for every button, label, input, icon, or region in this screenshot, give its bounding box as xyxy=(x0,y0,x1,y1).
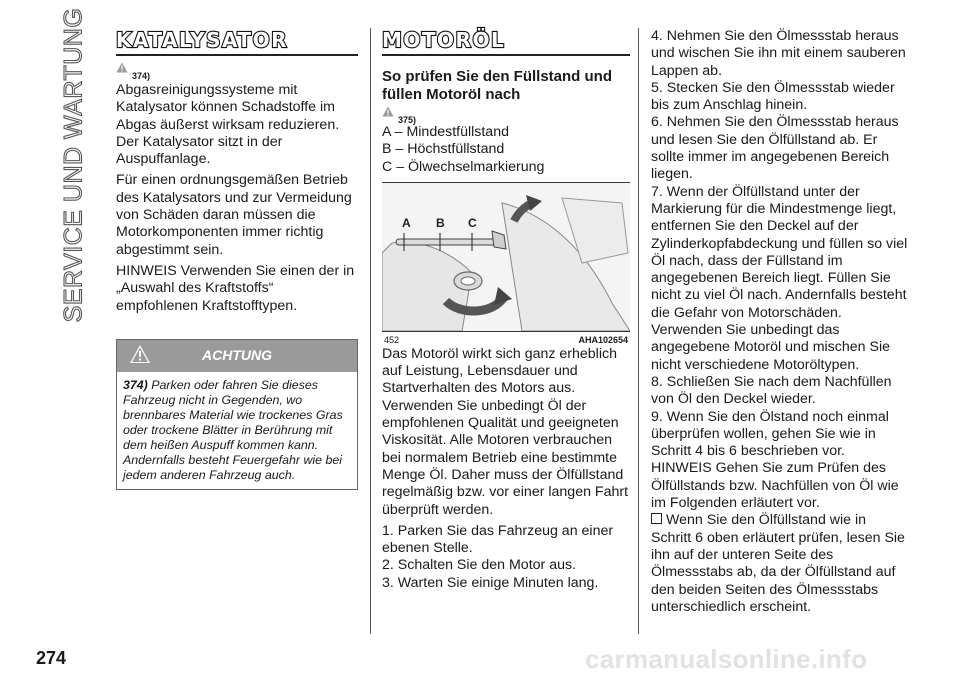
watermark: carmanualsonline.info xyxy=(585,644,868,674)
oil-ref-number: 375) xyxy=(398,115,417,125)
oil-step: 9. Wenn Sie den Ölstand noch einmal überprüfen wollen, gehen Sie wie in Schritt 4 bis 6 beschrieben vor. xyxy=(651,408,889,460)
column-divider xyxy=(638,28,639,634)
column-divider xyxy=(370,28,371,634)
warning-text: Parken oder fahren Sie dieses Fahrzeug nicht in Gegenden, wo brennbares Material wie trockenes Gras oder trockene Blätter in Berührung mit dem heißen Auspuff kommen kann. Andernfalls besteht Feuergefahr wie bei jedem anderen Fahrzeug auch. xyxy=(123,377,343,482)
catalyst-note: HINWEIS Verwenden Sie einen der in „Auswahl des Kraftstoffs“ empfohlenen Kraftstofftypen. xyxy=(116,262,355,314)
oil-intro-paragraph: Das Motoröl wirkt sich ganz erheblich auf Leistung, Lebensdauer und Startverhalten des Motors aus. Verwenden Sie unbedingt Öl der empfohlenen Qualität und geeigneten Viskosität. Alle Motoren verbrauchen bei normalem Betrieb eine bestimmte Menge Öl. Daher muss der Ölfüllstand regelmäßig bzw. vor einer langen Fahrt überprüft werden. xyxy=(382,345,629,518)
oil-step: 3. Warten Sie einige Minuten lang. xyxy=(382,574,599,591)
legend-item: B – Höchstfüllstand xyxy=(382,141,505,158)
legend-item: C – Ölwechselmarkierung xyxy=(382,158,545,175)
catalyst-ref-number: 374) xyxy=(132,71,151,81)
oil-step: 2. Schalten Sie den Motor aus. xyxy=(382,557,577,574)
warning-box xyxy=(116,339,358,490)
oil-bullet xyxy=(651,512,909,616)
oil-bullet-text: Wenn Sie den Ölfüllstand wie in Schritt 6 oben erläutert prüfen, lesen Sie ihn auf der unteren Seite des Ölmessstabs ab, da der Ölfüllstand auf den beiden Seiten des Ölmessstabs unterschiedlich erscheint. xyxy=(651,512,905,615)
dipstick-legend xyxy=(382,124,630,176)
oil-step: 6. Nehmen Sie den Ölmessstab heraus und lesen Sie den Ölfüllstand ab. Er sollte immer im angegebenen Bereich liegen. xyxy=(651,114,899,183)
catalyst-paragraph: Abgasreinigungssysteme mit Katalysator können Schadstoffe im Abgas äußerst wirksam reduzieren. Der Katalysator sitzt in der Auspuffanlage. xyxy=(116,82,340,168)
dipstick-figure xyxy=(382,182,630,345)
oil-step: 8. Schließen Sie nach dem Nachfüllen von Öl den Deckel wieder. xyxy=(651,373,892,408)
side-section-title xyxy=(56,7,92,323)
oil-step: 7. Wenn der Ölfüllstand unter der Markierung für die Mindestmenge liegt, entfernen Sie den Deckel auf der Zylinderkopfabdeckung und füllen so viel Öl nach, dass der Füllstand im angegebenen Bereich liegt. Füllen Sie nicht zu viel Öl nach. Andernfalls besteht die Gefahr von Motorschäden. Verwenden Sie unbedingt das angegebene Motoröl und mischen Sie nicht verschiedene Motoröltypen. xyxy=(651,183,908,373)
engine-oil-heading: MOTORÖL xyxy=(382,28,630,56)
legend-item: A – Mindestfüllstand xyxy=(382,124,509,140)
engine-oil-subheading: So prüfen Sie den Füllstand und füllen Motoröl nach xyxy=(382,68,613,103)
figure-number: 452 xyxy=(384,334,400,345)
oil-steps-continued xyxy=(651,28,909,616)
dipstick-label-b: B xyxy=(436,215,445,230)
square-bullet-icon xyxy=(651,513,662,524)
catalyst-paragraph: Für einen ordnungsgemäßen Betrieb des Katalysators und zur Vermeidung von Schäden daran müssen die Motorkomponenten immer richtig abgestimmt sein. xyxy=(116,172,352,258)
oil-hint: HINWEIS Gehen Sie zum Prüfen des Ölfüllstands bzw. Nachfüllen von Öl wie im Folgenden erläutert vor. xyxy=(651,460,899,512)
warning-title: ACHTUNG xyxy=(202,346,272,363)
oil-steps-start xyxy=(382,523,630,592)
engine-oil-section xyxy=(382,28,630,592)
dipstick-label-c: C xyxy=(468,215,477,230)
dipstick-illustration xyxy=(382,183,630,331)
warning-box-header xyxy=(117,340,357,372)
oil-step: 4. Nehmen Sie den Ölmessstab heraus und wischen Sie ihn mit einem sauberen Lappen ab. xyxy=(651,28,906,79)
oil-warning-reference xyxy=(382,106,630,124)
catalyst-section xyxy=(116,28,358,490)
page-number: 274 xyxy=(36,648,67,668)
catalyst-heading: KATALYSATOR xyxy=(116,28,358,56)
warning-triangle-icon xyxy=(382,106,394,117)
side-section-title-text: SERVICE UND WARTUNG xyxy=(59,7,88,323)
catalyst-warning-reference xyxy=(116,62,358,80)
oil-step: 1. Parken Sie das Fahrzeug an einer ebenen Stelle. xyxy=(382,522,614,557)
warning-triangle-icon xyxy=(116,62,128,73)
oil-step: 5. Stecken Sie den Ölmessstab wieder bis zum Anschlag hinein. xyxy=(651,79,895,114)
warning-number: 374) xyxy=(123,377,148,392)
dipstick-label-a: A xyxy=(402,215,411,230)
figure-code: AHA102654 xyxy=(578,334,628,345)
warning-body xyxy=(117,372,357,489)
